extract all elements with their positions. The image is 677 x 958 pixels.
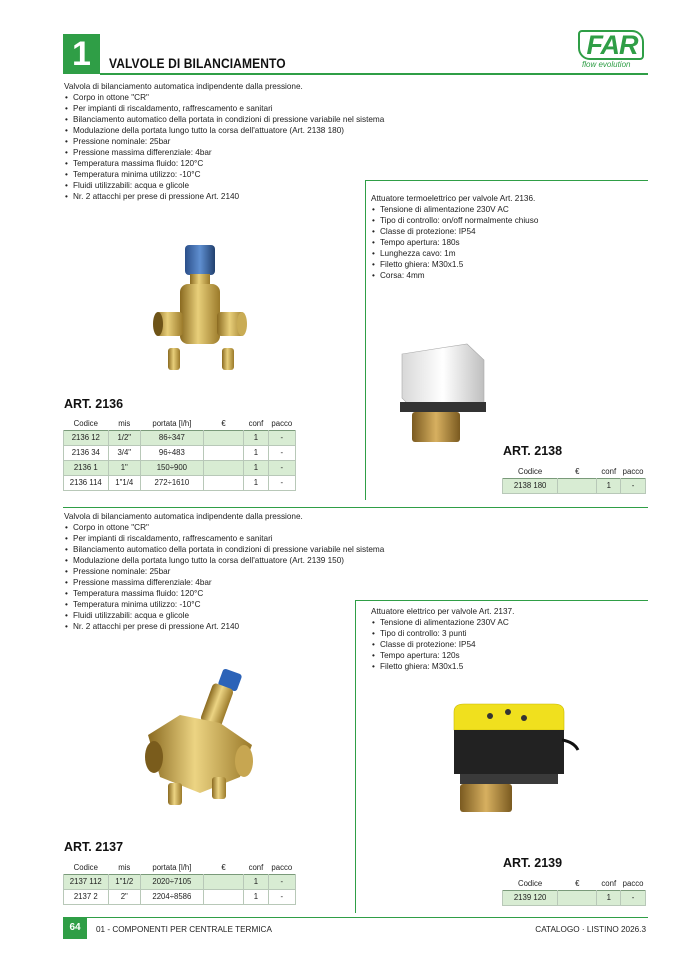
actuator2-bullets [371, 617, 641, 672]
column-header: conf [248, 863, 264, 873]
table-2138 [502, 466, 646, 494]
table-cell [203, 430, 244, 445]
column-header: Codice [517, 467, 543, 477]
table-cell: 1 [244, 445, 268, 460]
column-header: Codice [73, 419, 98, 429]
list-item: • Filetto ghiera: M30x1.5 [371, 661, 641, 672]
table-cell: - [268, 460, 295, 475]
valve-2137-image [140, 665, 260, 810]
list-item: • Pressione massima differenziale: 4bar [64, 147, 484, 158]
list-item: • Tempo apertura: 180s [371, 237, 641, 248]
list-item: • Pressione nominale: 25bar [64, 566, 484, 577]
table-cell: - [268, 430, 295, 445]
section1-lead: Valvola di bilanciamento automatica indipendente dalla pressione. [64, 82, 303, 91]
table-cell: 96÷483 [140, 445, 203, 460]
divider-vertical [355, 600, 356, 913]
table-cell: - [268, 874, 295, 889]
table-cell: 2136 1 [64, 460, 109, 475]
actuator2-lead: Attuatore elettrico per valvole Art. 2137. [371, 607, 515, 616]
list-item: • Tipo di controllo: 3 punti [371, 628, 641, 639]
table-header-row [64, 418, 296, 430]
logo-text: FAR [586, 30, 638, 60]
list-item: • Pressione massima differenziale: 4bar [64, 577, 484, 588]
section1-bullets [64, 92, 484, 202]
actuator-2138-image [392, 340, 492, 450]
table-cell: - [621, 890, 646, 905]
list-item: • Bilanciamento automatico della portata in condizioni di pressione variabile nel sistema [64, 544, 484, 555]
column-header: Codice [517, 879, 543, 889]
art-2136-title: ART. 2136 [64, 397, 124, 411]
table-cell: 2137 112 [64, 874, 109, 889]
column-header: pacco [622, 467, 644, 477]
actuator1-bullets [371, 204, 641, 281]
list-item: • Filetto ghiera: M30x1.5 [371, 259, 641, 270]
column-header: pacco [271, 419, 293, 429]
table-cell [203, 475, 244, 490]
list-item: • Corsa: 4mm [371, 270, 641, 281]
list-item: • Temperatura minima utilizzo: -10°C [64, 169, 484, 180]
list-item: • Tensione di alimentazione 230V AC [371, 204, 641, 215]
actuator-2139-image [450, 700, 580, 815]
table-cell [203, 889, 244, 904]
header-rule [100, 73, 648, 75]
list-item: • Temperatura massima fluido: 120°C [64, 588, 484, 599]
list-item: • Modulazione della portata lungo tutto la corsa dell'attuatore (Art. 2139 150) [64, 555, 484, 566]
logo-tagline: flow evolution [582, 60, 631, 69]
valve-2136-image [150, 240, 250, 380]
table-row [64, 430, 296, 445]
list-item: • Classe di protezione: IP54 [371, 226, 641, 237]
table-cell: 1 [244, 475, 268, 490]
table-cell: 2020÷7105 [140, 874, 203, 889]
column-header: conf [601, 467, 617, 477]
page-number: 64 [63, 917, 87, 939]
list-item: • Temperatura massima fluido: 120°C [64, 158, 484, 169]
list-item: • Modulazione della portata lungo tutto la corsa dell'attuatore (Art. 2138 180) [64, 125, 484, 136]
table-cell: - [268, 889, 295, 904]
table-cell: 2139 120 [503, 890, 558, 905]
table-cell: 1" [108, 460, 140, 475]
table-row [64, 475, 296, 490]
table-cell: 3/4" [108, 445, 140, 460]
column-header: € [575, 879, 580, 889]
column-header: mis [118, 863, 131, 873]
list-item: • Fluidi utilizzabili: acqua e glicole [64, 610, 484, 621]
section-divider [63, 507, 648, 508]
table-cell [558, 890, 597, 905]
table-cell [203, 445, 244, 460]
table-header-row [503, 878, 646, 890]
list-item: • Nr. 2 attacchi per prese di pressione Art. 2140 [64, 191, 484, 202]
table-header-row [503, 466, 646, 478]
table-cell: 2136 12 [64, 430, 109, 445]
table-cell [203, 874, 244, 889]
list-item: • Bilanciamento automatico della portata in condizioni di pressione variabile nel sistema [64, 114, 484, 125]
table-row [64, 445, 296, 460]
column-header: € [575, 467, 580, 477]
table-cell: 1 [244, 889, 268, 904]
column-header: portata [l/h] [152, 419, 192, 429]
list-item: • Temperatura minima utilizzo: -10°C [64, 599, 484, 610]
column-header: mis [118, 419, 131, 429]
table-cell: 150÷900 [140, 460, 203, 475]
footer-section-label: 01 - COMPONENTI PER CENTRALE TERMICA [96, 925, 272, 934]
list-item: • Tipo di controllo: on/off normalmente chiuso [371, 215, 641, 226]
section2-lead: Valvola di bilanciamento automatica indipendente dalla pressione. [64, 512, 303, 521]
list-item: • Nr. 2 attacchi per prese di pressione Art. 2140 [64, 621, 484, 632]
list-item: • Fluidi utilizzabili: acqua e glicole [64, 180, 484, 191]
divider-vertical [365, 180, 366, 500]
list-item: • Per impianti di riscaldamento, raffrescamento e sanitari [64, 533, 484, 544]
table-row [64, 874, 296, 889]
table-header-row [64, 862, 296, 874]
column-header: € [221, 863, 226, 873]
art-2137-title: ART. 2137 [64, 840, 124, 854]
table-cell: 2136 34 [64, 445, 109, 460]
divider-horizontal [365, 180, 648, 181]
table-cell: 1"1/4 [108, 475, 140, 490]
art-2139-title: ART. 2139 [503, 856, 563, 870]
actuator2-description [371, 606, 641, 672]
column-header: conf [248, 419, 264, 429]
actuator1-lead: Attuatore termoelettrico per valvole Art. 2136. [371, 194, 536, 203]
table-cell: 1 [244, 430, 268, 445]
table-cell: 2204÷8586 [140, 889, 203, 904]
list-item: • Lunghezza cavo: 1m [371, 248, 641, 259]
column-header: pacco [271, 863, 293, 873]
table-cell [203, 460, 244, 475]
table-cell: 86÷347 [140, 430, 203, 445]
table-cell: 2136 114 [64, 475, 109, 490]
table-cell: - [621, 478, 646, 493]
divider-horizontal [355, 600, 648, 601]
table-cell: 272÷1610 [140, 475, 203, 490]
table-row [503, 890, 646, 905]
table-2137 [63, 862, 296, 905]
brand-logo [572, 30, 648, 70]
table-cell: 1/2" [108, 430, 140, 445]
list-item: • Pressione nominale: 25bar [64, 136, 484, 147]
footer-catalog-label: CATALOGO · LISTINO 2026.3 [535, 925, 646, 934]
section-number-badge: 1 [63, 34, 100, 74]
table-row [503, 478, 646, 493]
column-header: pacco [622, 879, 644, 889]
page-title: VALVOLE DI BILANCIAMENTO [109, 55, 286, 71]
table-cell: - [268, 445, 295, 460]
column-header: € [221, 419, 226, 429]
table-cell: 2138 180 [503, 478, 558, 493]
table-row [64, 889, 296, 904]
list-item: • Classe di protezione: IP54 [371, 639, 641, 650]
table-2139 [502, 878, 646, 906]
footer-rule [87, 917, 648, 918]
list-item: • Tensione di alimentazione 230V AC [371, 617, 641, 628]
table-cell: 1 [244, 874, 268, 889]
column-header: Codice [73, 863, 98, 873]
table-2136 [63, 418, 296, 491]
column-header: portata [l/h] [152, 863, 192, 873]
art-2138-title: ART. 2138 [503, 444, 563, 458]
table-cell: - [268, 475, 295, 490]
actuator1-description [371, 193, 641, 281]
table-cell: 1 [597, 478, 621, 493]
list-item: • Corpo in ottone "CR" [64, 522, 484, 533]
list-item: • Per impianti di riscaldamento, raffrescamento e sanitari [64, 103, 484, 114]
column-header: conf [601, 879, 617, 889]
list-item: • Corpo in ottone "CR" [64, 92, 484, 103]
table-cell: 1"1/2 [108, 874, 140, 889]
table-cell: 1 [244, 460, 268, 475]
table-cell: 2" [108, 889, 140, 904]
list-item: • Tempo apertura: 120s [371, 650, 641, 661]
section1-description [64, 81, 484, 202]
table-cell: 2137 2 [64, 889, 109, 904]
table-cell [558, 478, 597, 493]
table-row [64, 460, 296, 475]
table-cell: 1 [597, 890, 621, 905]
